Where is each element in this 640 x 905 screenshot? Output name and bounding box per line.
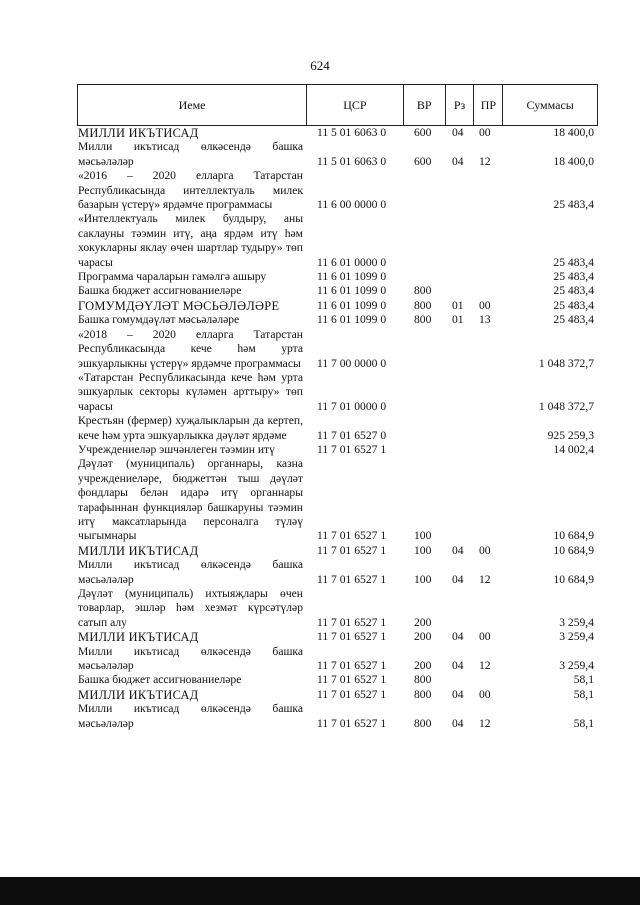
row-name: Милли икътисад өлкәсендә башка мәсьәләләр (78, 140, 303, 168)
row-sum: 58,1 (573, 673, 594, 687)
row-vr: 800 (414, 284, 432, 298)
table-row (77, 313, 598, 327)
header-pr: ПР (474, 85, 503, 125)
header-name: Иеме (78, 85, 307, 125)
row-rz: 04 (452, 687, 464, 701)
row-name: Башка бюджет ассигнованиеләре (78, 284, 242, 298)
row-rz: 04 (452, 572, 464, 586)
row-vr: 100 (414, 572, 432, 586)
scan-edge-bar (0, 877, 640, 905)
row-sum: 58,1 (573, 716, 594, 730)
row-vr: 800 (414, 673, 432, 687)
table-row (77, 702, 598, 731)
header-vr: ВР (404, 85, 446, 125)
row-sum: 25 483,4 (553, 298, 594, 312)
table-row (77, 414, 598, 443)
table-row (77, 371, 598, 414)
table-row (77, 587, 598, 630)
row-sum: 25 483,4 (553, 284, 594, 298)
row-sum: 10 684,9 (553, 572, 594, 586)
row-vr: 600 (414, 154, 432, 168)
table-row (77, 299, 598, 313)
row-name: Учреждениеләр эшчәнлеген тәэмин итү (78, 442, 275, 456)
row-sum: 25 483,4 (553, 270, 594, 284)
row-vr: 100 (414, 543, 432, 557)
row-name: ГОМУМДӘҮЛӘТ МӘСЬӘЛӘЛӘРЕ (78, 298, 280, 313)
row-pr: 00 (479, 543, 491, 557)
row-csr: 11 6 01 1099 0 (317, 270, 387, 284)
row-sum: 25 483,4 (553, 198, 594, 212)
table-row (77, 457, 598, 543)
row-name: МИЛЛИ ИКЪТИСАД (78, 543, 199, 558)
table-row (77, 645, 598, 674)
page-number: 624 (310, 58, 330, 73)
row-csr: 11 7 01 6527 1 (317, 572, 387, 586)
row-sum: 3 259,4 (559, 659, 594, 673)
row-sum: 58,1 (573, 687, 594, 701)
row-name: Милли икътисад өлкәсендә башка мәсьәләләр (78, 702, 303, 730)
row-vr: 200 (414, 615, 432, 629)
row-rz: 01 (452, 313, 464, 327)
row-csr: 11 5 01 6063 0 (317, 154, 387, 168)
table-row (77, 673, 598, 687)
row-sum: 1 048 372,7 (538, 399, 594, 413)
row-name: Программа чараларын гамәлгә ашыру (78, 270, 267, 284)
row-name: МИЛЛИ ИКЪТИСАД (78, 630, 199, 645)
table-row (77, 688, 598, 702)
row-sum: 10 684,9 (553, 543, 594, 557)
row-pr: 00 (479, 298, 491, 312)
table-row (77, 544, 598, 558)
table-row (77, 558, 598, 587)
row-sum: 925 259,3 (547, 428, 594, 442)
row-name: Крестьян (фермер) хуҗалыкларын да кертеп, кече һәм урта эшкуарлыкка дәүләт ярдәме (78, 414, 303, 442)
row-vr: 200 (414, 659, 432, 673)
row-sum: 3 259,4 (559, 615, 594, 629)
row-csr: 11 5 01 6063 0 (317, 126, 387, 139)
row-name: Милли икътисад өлкәсендә башка мәсьәләләр (78, 558, 303, 586)
row-csr: 11 7 01 0000 0 (317, 399, 387, 413)
table-row (77, 328, 598, 371)
row-name: Дәүләт (муниципаль) органнары, казна учреждениеләре, бюджеттән тыш дәүләт фондлары белән идарә итү органнары тарафыннан функцияләр башкаруны тәэмин итү максатларында персоналга түләү чыгымнары (78, 457, 303, 543)
row-name: «Интеллектуаль милек булдыру, аны саклауны тәэмин итү, аңа ярдәм итү һәм хокукларны яклау өчен шартлар тудыру» төп чарасы (78, 212, 303, 269)
row-sum: 10 684,9 (553, 529, 594, 543)
row-name: «Татарстан Республикасында кече һәм урта эшкуарлык секторы күләмен арттыру» төп чарасы (78, 370, 303, 413)
row-name: Милли икътисад өлкәсендә башка мәсьәләләр (78, 644, 303, 673)
row-sum: 18 400,0 (553, 154, 594, 168)
row-csr: 11 7 01 6527 1 (317, 543, 387, 557)
row-csr: 11 7 01 6527 1 (317, 529, 387, 543)
row-csr: 11 7 01 6527 1 (317, 673, 387, 687)
row-csr: 11 6 01 1099 0 (317, 313, 387, 327)
row-name: Башка гомумдәүләт мәсьәләләре (78, 313, 240, 327)
table-row (77, 140, 598, 169)
row-csr: 11 7 01 6527 1 (317, 716, 387, 730)
row-csr: 11 7 01 6527 1 (317, 659, 387, 673)
table-row (77, 270, 598, 284)
row-csr: 11 7 01 6527 1 (317, 630, 387, 644)
row-vr: 800 (414, 687, 432, 701)
row-vr: 800 (414, 716, 432, 730)
row-name: «2018 – 2020 елларга Татарстан Республикасында кече һәм урта эшкуарлыкны үстерү» ярдәмче программасы (78, 327, 303, 370)
row-name: «2016 – 2020 елларга Татарстан Республикасында интеллектуаль милек базарын үстерү» ярдәмче программасы (78, 169, 303, 212)
row-name: МИЛЛИ ИКЪТИСАД (78, 126, 199, 140)
row-pr: 12 (479, 659, 491, 673)
table-row (77, 212, 598, 270)
header-rz: Рз (446, 85, 475, 125)
row-name: Башка бюджет ассигнованиеләре (78, 673, 242, 687)
row-csr: 11 7 01 6527 1 (317, 442, 387, 456)
budget-table (77, 84, 598, 731)
table-row (77, 126, 598, 140)
row-pr: 12 (479, 154, 491, 168)
row-csr: 11 6 01 1099 0 (317, 284, 387, 298)
row-pr: 00 (479, 630, 491, 644)
row-sum: 25 483,4 (553, 313, 594, 327)
row-csr: 11 7 01 6527 1 (317, 687, 387, 701)
row-vr: 800 (414, 298, 432, 312)
row-csr: 11 6 01 1099 0 (317, 298, 387, 312)
row-rz: 04 (452, 154, 464, 168)
row-csr: 11 6 00 0000 0 (317, 198, 387, 212)
row-vr: 600 (414, 126, 432, 139)
row-pr: 12 (479, 716, 491, 730)
row-csr: 11 7 01 6527 0 (317, 428, 387, 442)
row-name: МИЛЛИ ИКЪТИСАД (78, 687, 199, 702)
row-sum: 3 259,4 (559, 630, 594, 644)
row-rz: 04 (452, 659, 464, 673)
row-rz: 04 (452, 126, 464, 139)
table-header (77, 84, 598, 126)
table-row (77, 169, 598, 212)
row-pr: 00 (479, 126, 491, 139)
row-rz: 04 (452, 543, 464, 557)
row-rz: 01 (452, 298, 464, 312)
row-sum: 25 483,4 (553, 255, 594, 269)
row-sum: 1 048 372,7 (538, 356, 594, 370)
row-sum: 18 400,0 (553, 126, 594, 139)
row-name: Дәүләт (муниципаль) ихтыяҗлары өчен товарлар, эшләр һәм хезмәт күрсәтүләр сатып алу (78, 587, 303, 629)
header-sum: Суммасы (526, 97, 574, 112)
row-rz: 04 (452, 716, 464, 730)
row-vr: 100 (414, 529, 432, 543)
row-vr: 800 (414, 313, 432, 327)
header-csr: ЦСР (307, 85, 404, 125)
row-pr: 00 (479, 687, 491, 701)
table-row (77, 443, 598, 457)
row-csr: 11 7 01 6527 1 (317, 615, 387, 629)
row-csr: 11 7 00 0000 0 (317, 356, 387, 370)
row-sum: 14 002,4 (553, 442, 594, 456)
row-rz: 04 (452, 630, 464, 644)
table-body (77, 126, 598, 731)
row-pr: 13 (479, 313, 491, 327)
table-row (77, 284, 598, 298)
row-csr: 11 6 01 0000 0 (317, 255, 387, 269)
row-vr: 200 (414, 630, 432, 644)
row-pr: 12 (479, 572, 491, 586)
table-row (77, 630, 598, 644)
